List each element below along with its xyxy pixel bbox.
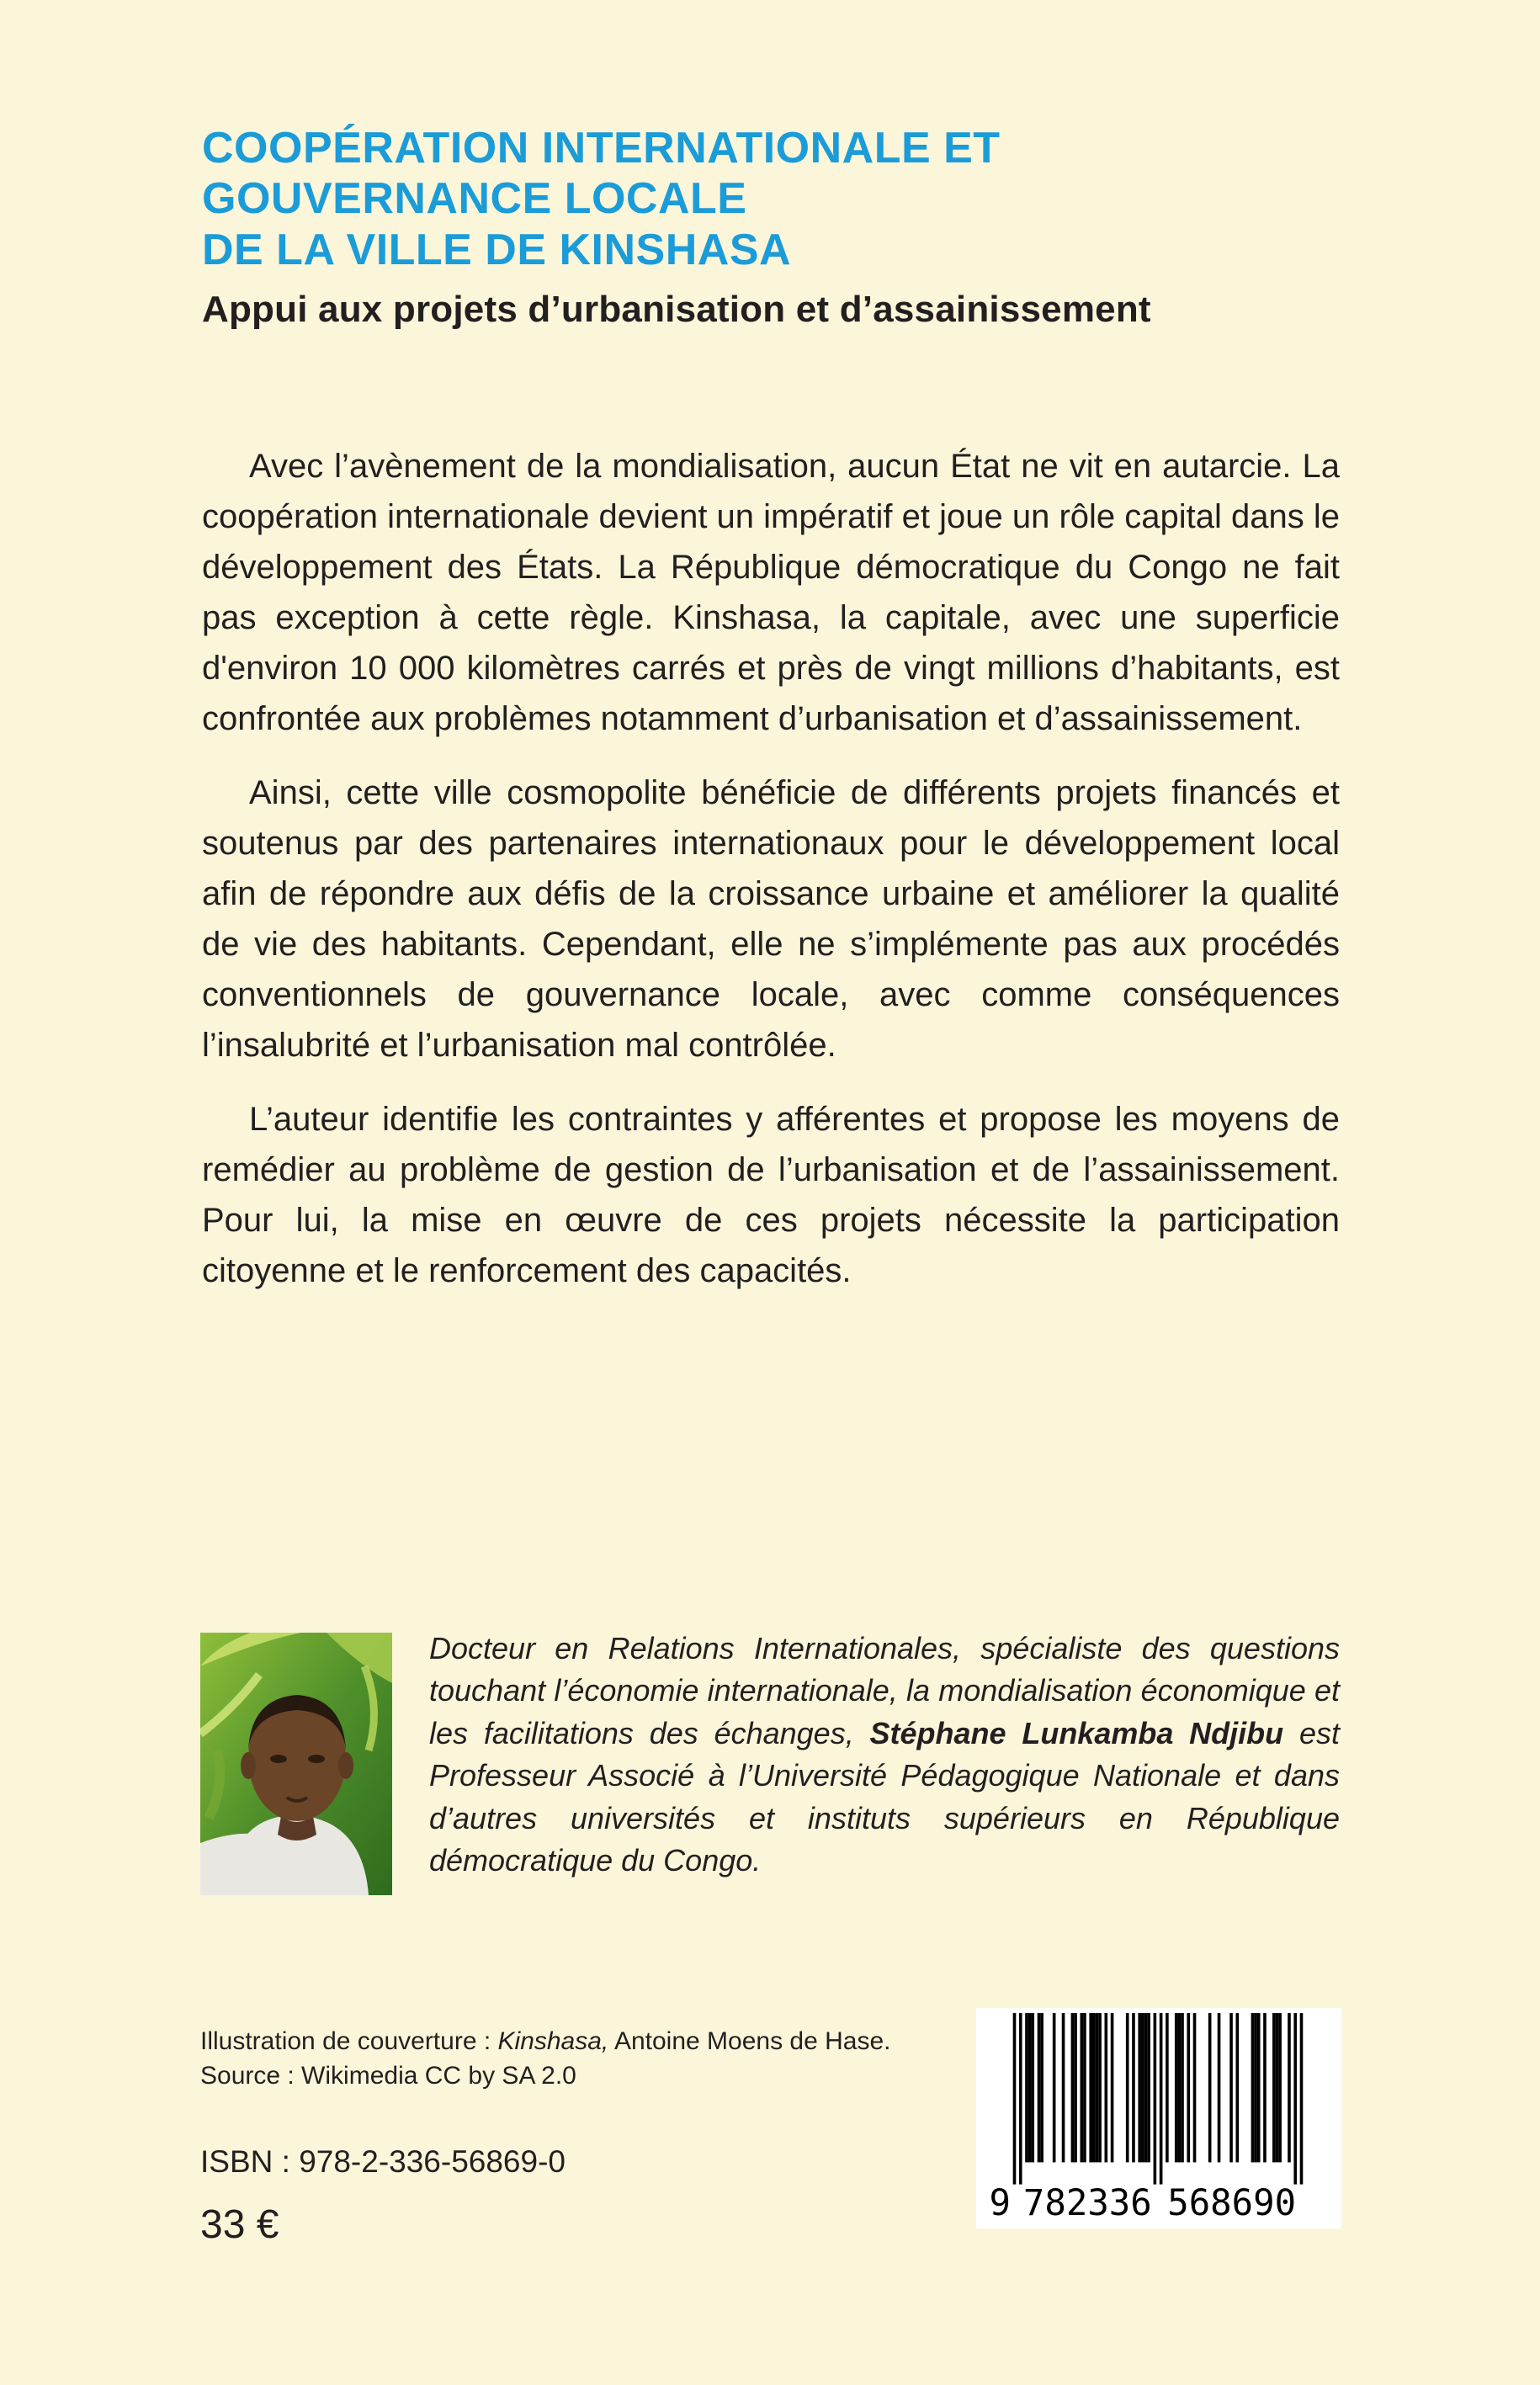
barcode-digit-group: 782336 [1022, 2181, 1152, 2223]
credit-text: Antoine Moens de Hase. [608, 2027, 891, 2055]
book-title-line: COOPÉRATION INTERNATIONALE ET [202, 124, 1001, 173]
synopsis [202, 441, 1340, 1320]
barcode-graphic [976, 2008, 1341, 2228]
credit-title-italic: Kinshasa, [497, 2027, 609, 2055]
author-section [200, 1633, 1340, 1895]
author-bio-text: Docteur en Relations Internationales, spécialiste des questions touchant l’économie internationale, la mondialisation économique et les facilitations des échanges, [429, 1631, 1340, 1750]
cover-credit [200, 2025, 890, 2093]
credit-line-1 [200, 2025, 890, 2059]
title-block [202, 123, 1346, 331]
author-bio [429, 1628, 1340, 1882]
barcode [976, 2008, 1341, 2228]
book-subtitle: Appui aux projets d’urbanisation et d’assainissement [202, 288, 1151, 330]
author-name: Stéphane Lunkamba Ndjibu [869, 1715, 1284, 1750]
credit-line-2: Source : Wikimedia CC by SA 2.0 [200, 2061, 576, 2090]
author-photo-illustration [200, 1633, 392, 1895]
book-title-line: GOUVERNANCE LOCALE [202, 174, 747, 224]
barcode-digit-group: 9 [989, 2181, 1011, 2223]
isbn: ISBN : 978-2-336-56869-0 [200, 2144, 566, 2179]
book-title-line: DE LA VILLE DE KINSHASA [202, 225, 792, 274]
credit-text: Illustration de couverture : [200, 2027, 498, 2055]
book-title [202, 123, 1346, 275]
synopsis-paragraph: L’auteur identifie les contraintes y afférentes et propose les moyens de remédier au problème de gestion de l’urbanisation et de l’assainissement. Pour lui, la mise en œuvre de ces projets nécessite la participation citoyenne et le renforcement des capacités. [202, 1101, 1340, 1289]
author-photo [200, 1633, 392, 1895]
price: 33 € [200, 2202, 279, 2247]
author-bio-text: est Professeur Associé à l’Université Pédagogique Nationale et dans d’autres universités et instituts supérieurs en République démocratique du Congo. [429, 1715, 1340, 1878]
barcode-digit-group: 568690 [1167, 2181, 1297, 2223]
synopsis-paragraph: Ainsi, cette ville cosmopolite bénéficie de différents projets financés et soutenus par des partenaires internationaux pour le développement local afin de répondre aux défis de la croissance urbaine et améliorer la qualité de vie des habitants. Cependant, elle ne s’implémente pas aux procédés conventionnels de gouvernance locale, avec comme conséquences l’insalubrité et l’urbanisation mal contrôlée. [202, 774, 1340, 1064]
synopsis-paragraph: Avec l’avènement de la mondialisation, aucun État ne vit en autarcie. La coopération internationale devient un impératif et joue un rôle capital dans le développement des États. La République démocratique du Congo ne fait pas exception à cette règle. Kinshasa, la capitale, avec une superficie d'environ 10 000 kilomètres carrés et près de vingt millions d’habitants, est confrontée aux problèmes notamment d’urbanisation et d’assainissement. [202, 448, 1340, 737]
